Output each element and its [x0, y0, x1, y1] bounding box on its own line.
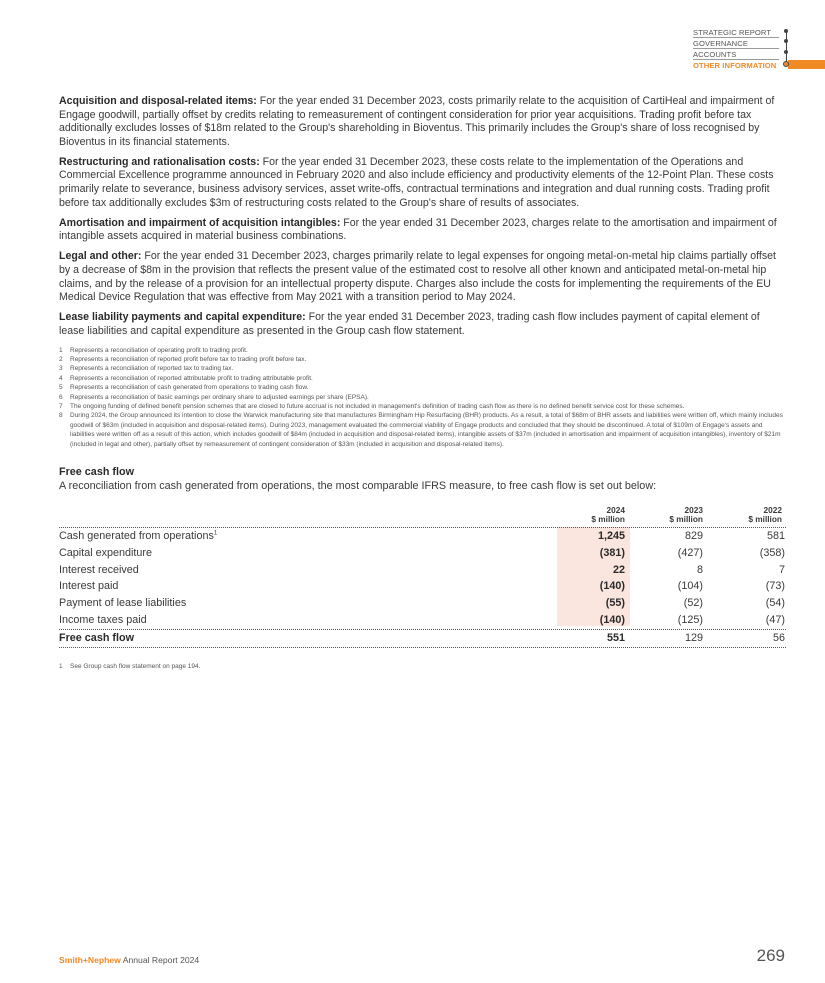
main-content: [59, 95, 786, 671]
footnotes: [59, 346, 786, 449]
column-header-2023: 2023 $ million: [669, 504, 703, 525]
footnote: 8 During 2024, the Group announced its intention to close the Warwick manufacturing site that manufactures Birmingham Hip Resurfacing (BHR) products. As a result, a total of $68m of BHR assets and liabilities were written off, which mainly includes goodwill of $63m (included in acquisition and disposal-related items). During 2023, management evaluated the commercial viability of Engage products and concluded that they should be discontinued. A total of $109m of Engage's assets and liabilities were written off as a result of this action, which includes goodwill of $84m (included in acquisition and disposal-related items), intangible assets of $37m (included in amortisation and impairment of acquisition intangibles), inventory of $21m (included in legal and other), partially offset by remeasurement of contingent consideration of $33m (included in acquisition and disposal-related items).: [59, 412, 783, 448]
nav-dot-icon: [784, 39, 788, 43]
table-row: Interest paid (140) (104) (73): [59, 580, 785, 593]
footnote: 4 Represents a reconciliation of reported attributable profit to trading attributable profit.: [59, 374, 313, 382]
nav-item-accounts[interactable]: ACCOUNTS: [693, 49, 779, 60]
footnote: 5 Represents a reconciliation of cash generated from operations to trading cash flow.: [59, 384, 309, 392]
brand-name: Smith+Nephew: [59, 955, 121, 965]
table-row: Interest received 22 8 7: [59, 563, 785, 576]
footnote: 6 Represents a reconciliation of basic earnings per ordinary share to adjusted earnings per share (EPSA).: [59, 393, 369, 401]
paragraph-lease: Lease liability payments and capital expenditure: For the year ended 31 December 2023, trading cash flow includes payment of capital element of lease liabilities and capital expenditure as presented in the Group cash flow statement.: [59, 311, 760, 337]
paragraph-restructuring: Restructuring and rationalisation costs: For the year ended 31 December 2023, these costs relate to the implementation of the Operations and Commercial Excellence programme announced in February 2020 and also include efficiency and productivity elements of the 12-Point Plan. These costs primarily relate to severance, business advisory services, asset write-offs, contractual terminations and integration and dual running costs. Trading profit before tax additionally excludes $3m of restructuring costs related to the Group's share of results of associates.: [59, 155, 774, 209]
table-footnote: 1 See Group cash flow statement on page 194.: [59, 662, 201, 670]
nav-active-dot-icon: [783, 61, 789, 67]
table-row: Payment of lease liabilities (55) (52) (54): [59, 597, 785, 610]
column-header-2022: 2022 $ million: [748, 504, 782, 525]
footnote: 7 The ongoing funding of defined benefit pension schemes that are closed to future accrual is not included in management's definition of trading cash flow as there is no defined benefit service cost for these schemes.: [59, 402, 685, 410]
section-nav: [693, 27, 825, 70]
table-row: Capital expenditure (381) (427) (358): [59, 546, 785, 559]
paragraph-legal: Legal and other: For the year ended 31 December 2023, charges primarily relate to legal expenses for ongoing metal-on-metal hip claims partially offset by a decrease of $8m in the provision that reflects the present value of the estimated cost to resolve all other known and anticipated metal-on-metal hip claims, and by the release of a provision for an intellectual property dispute. Charges also include the costs for implementing the requirements of the EU Medical Device Regulation that was effective from May 2021 with a transition period to May 2024.: [59, 250, 776, 304]
column-header-2024: 2024 $ million: [591, 504, 625, 525]
nav-active-bar: [788, 60, 825, 69]
divider: [59, 647, 786, 648]
footer-report-title: Smith+Nephew Annual Report 2024: [59, 955, 200, 965]
footnote: 2 Represents a reconciliation of reported profit before tax to trading profit before tax.: [59, 355, 307, 363]
table-header: [59, 506, 786, 527]
page-number: 269: [756, 946, 785, 965]
footnote: 1 Represents a reconciliation of operating profit to trading profit.: [59, 346, 248, 354]
paragraph-amortisation: Amortisation and impairment of acquisition intangibles: For the year ended 31 December 2023, charges relate to the amortisation and impairment of intangible assets acquired in material business combinations.: [59, 216, 777, 243]
table-row-total: Free cash flow 551 129 56: [59, 631, 785, 644]
section-intro: A reconciliation from cash generated from operations, the most comparable IFRS measure, to free cash flow is set out below:: [59, 479, 657, 492]
free-cash-flow-table: [59, 506, 786, 648]
nav-dot-icon: [784, 29, 788, 33]
nav-item-strategic-report[interactable]: STRATEGIC REPORT: [693, 27, 779, 38]
paragraph-acquisition: Acquisition and disposal-related items: For the year ended 31 December 2023, costs primarily relate to the acquisition of CartiHeal and impairment of Engage goodwill, partially offset by credits relating to remeasurement of contingent consideration for prior year acquisitions. Trading profit before tax additionally excludes losses of $18m related to the Group's shareholding in Bioventus. This primarily includes the Group's share of loss recognised by Bioventus in its financial statements.: [59, 95, 775, 148]
table-row: Cash generated from operations$^1$ 1,245 829 581: [59, 529, 785, 542]
nav-dot-icon: [784, 50, 788, 54]
table-row: Income taxes paid (140) (125) (47): [59, 613, 785, 626]
section-title-free-cash-flow: Free cash flow: [59, 465, 135, 478]
nav-item-other-information[interactable]: OTHER INFORMATION: [693, 61, 777, 70]
nav-item-governance[interactable]: GOVERNANCE: [693, 38, 779, 49]
footnote: 3 Represents a reconciliation of reported tax to trading tax.: [59, 365, 234, 373]
